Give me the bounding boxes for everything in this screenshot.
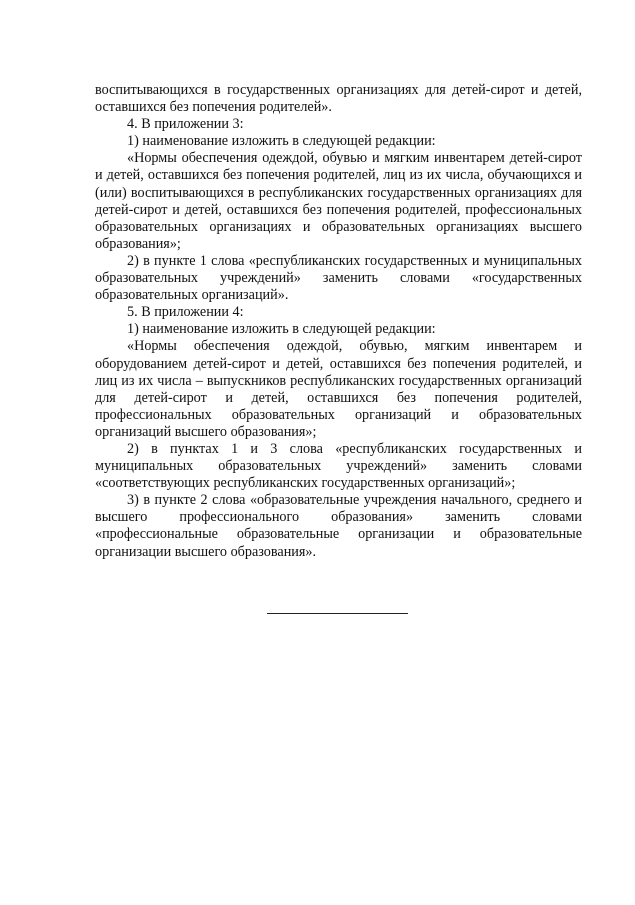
paragraph-item-4-subitem-1: 1) наименование изложить в следующей редакции: — [127, 133, 436, 150]
paragraph-item-5-heading: 5. В приложении 4: — [127, 304, 244, 321]
paragraph-item-5-subitem-2: 2) в пунктах 1 и 3 слова «республиканских государственных и муниципальных образовательных учреждений» заменить словами «соответствующих республиканских государственных организаций»; — [95, 440, 582, 492]
paragraph-continuation: воспитывающихся в государственных организациях для детей-сирот и детей, оставшихся без попечения родителей». — [95, 82, 582, 116]
paragraph-item-5-quote: «Нормы обеспечения одеждой, обувью, мягким инвентарем и оборудованием детей-сирот и детей, оставшихся без попечения родителей, и лиц из их числа – выпускников республиканских государственных организаций для детей-сирот и детей, оставшихся без попечения родителей, профессиональных образовательных организаций и образовательных организаций высшего образования»; — [95, 338, 582, 440]
paragraph-item-5-subitem-3: 3) в пункте 2 слова «образовательные учреждения начального, среднего и высшего профессионального образования» заменить словами «профессиональные образовательные организации и образовательные организации высшего образования». — [95, 492, 582, 560]
paragraph-item-5-subitem-1: 1) наименование изложить в следующей редакции: — [127, 321, 436, 338]
paragraph-item-4-subitem-2: 2) в пункте 1 слова «республиканских государственных и муниципальных образовательных учреждений» заменить словами «государственных образовательных организаций». — [95, 252, 582, 304]
paragraph-item-4-quote: «Нормы обеспечения одеждой, обувью и мягким инвентарем детей-сирот и детей, оставшихся без попечения родителей, лиц из их числа, обучающихся и (или) воспитывающихся в республиканских государственных организациях для детей-сирот и детей, оставшихся без попечения родителей, профессиональных образовательных организациях и образовательных организациях высшего образования»; — [95, 150, 582, 252]
paragraph-item-4-heading: 4. В приложении 3: — [127, 116, 244, 133]
end-divider-line — [267, 613, 408, 614]
document-body — [95, 82, 582, 561]
